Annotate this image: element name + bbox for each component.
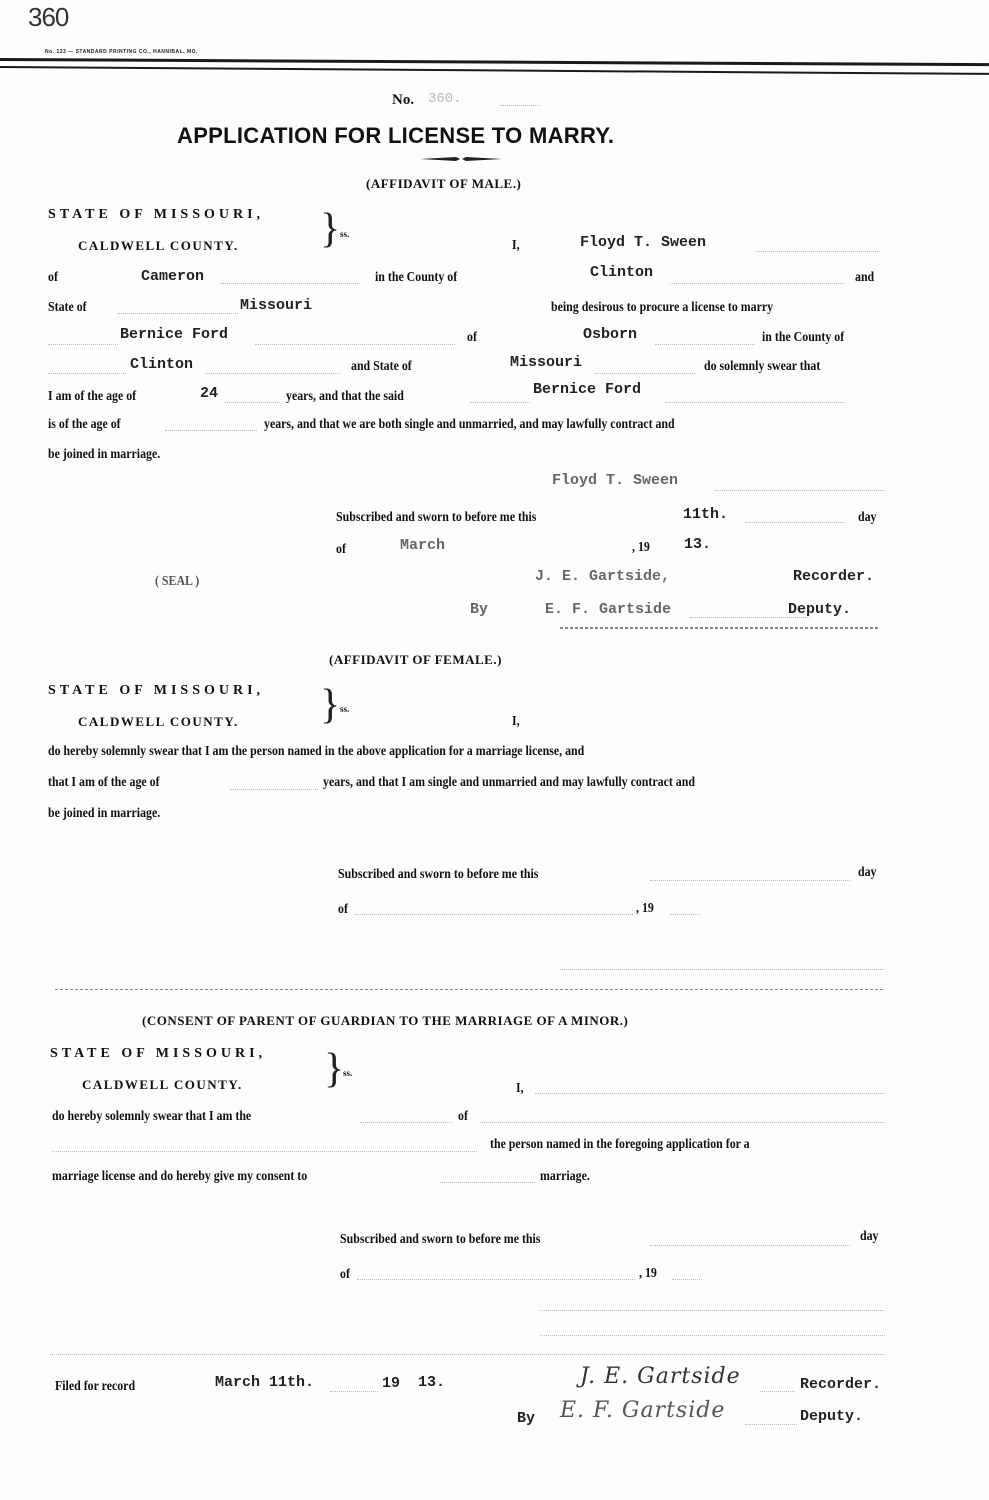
male-and-label: and: [855, 269, 875, 284]
filing-by-label: By: [517, 1410, 536, 1427]
applicant-signature: Floyd T. Sween: [552, 472, 679, 489]
top-rule-1: [0, 58, 989, 66]
male-state-label: STATE OF MISSOURI,: [48, 207, 265, 222]
female-signature-dots: [560, 968, 885, 970]
male-state-of-label: State of: [48, 299, 87, 314]
female-brace: }: [320, 682, 341, 728]
female-county-label: CALDWELL COUNTY.: [78, 714, 239, 729]
consent-line3b: marriage.: [540, 1168, 590, 1183]
consent-line1: do hereby solemnly swear that I am the: [52, 1108, 252, 1123]
male-of2-label: of: [467, 329, 477, 344]
male-in-county2-label: in the County of: [762, 329, 845, 344]
number-value: 360.: [428, 91, 462, 107]
male-year-prefix: , 19: [632, 539, 650, 554]
bride-name: Bernice Ford: [120, 326, 229, 343]
consent-state-label: STATE OF MISSOURI,: [50, 1046, 267, 1061]
male-month-value: March: [400, 537, 446, 554]
female-day-dots: [650, 879, 850, 881]
bride-dots-left: [48, 343, 118, 345]
consent-subscribed-text: Subscribed and sworn to before me this: [340, 1231, 541, 1246]
printer-imprint: No. 123 — STANDARD PRINTING CO., HANNIBAL, MO.: [45, 49, 198, 55]
consent-name-dots: [535, 1092, 885, 1094]
filed-label: Filed for record: [55, 1378, 136, 1393]
ornament-divider: [420, 156, 502, 162]
bride-residence-dots: [655, 343, 755, 345]
bride-name2-dots-left: [470, 401, 530, 403]
filed-year-value: 13.: [418, 1374, 446, 1391]
male-applicant-name: Floyd T. Sween: [580, 234, 707, 251]
consent-pronoun-dots: [440, 1181, 535, 1183]
recorder-signature-dots: [760, 1390, 795, 1392]
female-line1: do hereby solemnly swear that I am the person named in the above application for a marriage license, and: [48, 743, 585, 758]
male-year-value: 13.: [684, 536, 712, 553]
male-of-label: of: [48, 269, 58, 284]
male-swear-text: do solemnly swear that: [704, 358, 821, 373]
filing-recorder-label: Recorder.: [800, 1376, 882, 1393]
number-dots: [500, 104, 540, 106]
male-applicant-dots: [755, 250, 880, 252]
consent-year-dots: [672, 1278, 702, 1280]
filed-year-prefix: 19: [382, 1375, 401, 1392]
female-subscribed-text: Subscribed and sworn to before me this: [338, 866, 539, 881]
bride-residence: Osborn: [583, 326, 638, 343]
male-of3-label: of: [336, 541, 346, 556]
male-age-value: 24: [200, 385, 219, 402]
page-title: APPLICATION FOR LICENSE TO MARRY.: [177, 123, 615, 148]
female-ss: ss.: [340, 704, 350, 714]
female-year-prefix: , 19: [636, 900, 654, 915]
female-section-divider: [55, 989, 885, 990]
male-county-label: CALDWELL COUNTY.: [78, 238, 239, 253]
consent-relation-dots: [360, 1121, 452, 1123]
male-residence: Cameron: [141, 268, 205, 285]
bride-county-dots-left: [48, 372, 126, 374]
male-ss: ss.: [340, 229, 350, 239]
female-joined-text: be joined in marriage.: [48, 805, 161, 820]
deputy-name: E. F. Gartside: [545, 601, 672, 618]
female-year-dots: [670, 913, 700, 915]
consent-brace: }: [324, 1046, 345, 1092]
consent-signature-dots-2: [540, 1334, 885, 1336]
consent-i-label: I,: [516, 1080, 524, 1095]
consent-month-dots: [357, 1278, 635, 1280]
male-is-age-label: is of the age of: [48, 416, 121, 431]
male-section-divider: [560, 627, 880, 629]
female-age-dots: [230, 788, 318, 790]
male-age-dots: [225, 401, 280, 403]
female-state-label: STATE OF MISSOURI,: [48, 683, 265, 698]
seal-label: ( SEAL ): [155, 573, 200, 588]
deputy-label: Deputy.: [788, 601, 852, 618]
male-county-value: Clinton: [590, 264, 654, 281]
female-line2-rest: years, and that I am single and unmarried and may lawfully contract and: [323, 774, 695, 789]
filed-date-dots: [330, 1390, 378, 1392]
male-day-label: day: [858, 509, 877, 524]
bride-state-dots: [595, 372, 695, 374]
top-rule-2: [0, 66, 989, 75]
male-and-state-label: and State of: [351, 358, 412, 373]
female-month-dots: [355, 913, 633, 915]
recorder-signature: J. E. Gartside: [580, 1364, 741, 1389]
male-age-label: I am of the age of: [48, 388, 137, 403]
consent-day-label: day: [860, 1228, 879, 1243]
consent-ss: ss.: [343, 1068, 353, 1078]
bride-county: Clinton: [130, 356, 194, 373]
male-brace: }: [320, 206, 341, 252]
male-in-county-label: in the County of: [375, 269, 458, 284]
consent-line2-dots: [52, 1150, 477, 1152]
bride-name2-dots: [665, 401, 845, 403]
consent-day-dots: [650, 1244, 850, 1246]
by-label: By: [470, 601, 489, 618]
male-desirous-text: being desirous to procure a license to marry: [551, 299, 774, 314]
consent-of2-label: of: [340, 1266, 350, 1281]
male-years-said-text: years, and that the said: [286, 388, 404, 403]
filed-date: March 11th.: [215, 1374, 315, 1391]
bride-state: Missouri: [510, 354, 583, 371]
recorder-name: J. E. Gartside,: [535, 568, 671, 585]
consent-minor-dots: [480, 1121, 885, 1123]
applicant-signature-dots: [715, 489, 885, 491]
consent-year-prefix: , 19: [639, 1265, 657, 1280]
bride-name2: Bernice Ford: [533, 381, 642, 398]
bride-dots-right: [255, 343, 455, 345]
bride-county-dots: [205, 372, 340, 374]
bride-age-dots: [165, 429, 257, 431]
female-affidavit-heading: (AFFIDAVIT OF FEMALE.): [329, 652, 502, 667]
male-affidavit-heading: (AFFIDAVIT OF MALE.): [366, 176, 522, 191]
consent-heading: (CONSENT OF PARENT OF GUARDIAN TO THE MARRIAGE OF A MINOR.): [142, 1013, 629, 1028]
consent-county-label: CALDWELL COUNTY.: [82, 1077, 243, 1092]
male-subscribed-text: Subscribed and sworn to before me this: [336, 509, 537, 524]
page-number: 360: [28, 2, 69, 32]
male-years-single-text: years, and that we are both single and unmarried, and may lawfully contract and: [264, 416, 675, 431]
female-i-label: I,: [512, 713, 520, 728]
recorder-label: Recorder.: [793, 568, 875, 585]
consent-signature-dots: [540, 1309, 885, 1311]
female-age-label: that I am of the age of: [48, 774, 160, 789]
male-state-value: Missouri: [240, 297, 313, 314]
consent-line3a: marriage license and do hereby give my consent to: [52, 1168, 308, 1183]
deputy-signature: E. F. Gartside: [560, 1398, 726, 1423]
female-day-label: day: [858, 864, 877, 879]
male-day-dots: [745, 521, 845, 523]
filing-divider: [50, 1353, 885, 1355]
female-of-label: of: [338, 901, 348, 916]
consent-line2: the person named in the foregoing application for a: [490, 1136, 750, 1151]
number-label: No.: [392, 92, 415, 108]
male-residence-dots: [220, 282, 360, 284]
male-county-dots: [670, 282, 845, 284]
consent-of-label: of: [458, 1108, 468, 1123]
male-i-label: I,: [512, 237, 520, 252]
male-day-value: 11th.: [683, 506, 729, 523]
deputy-signature-dots: [745, 1423, 797, 1425]
filing-deputy-label: Deputy.: [800, 1408, 864, 1425]
male-state-dots: [118, 312, 238, 314]
male-joined-text: be joined in marriage.: [48, 446, 161, 461]
